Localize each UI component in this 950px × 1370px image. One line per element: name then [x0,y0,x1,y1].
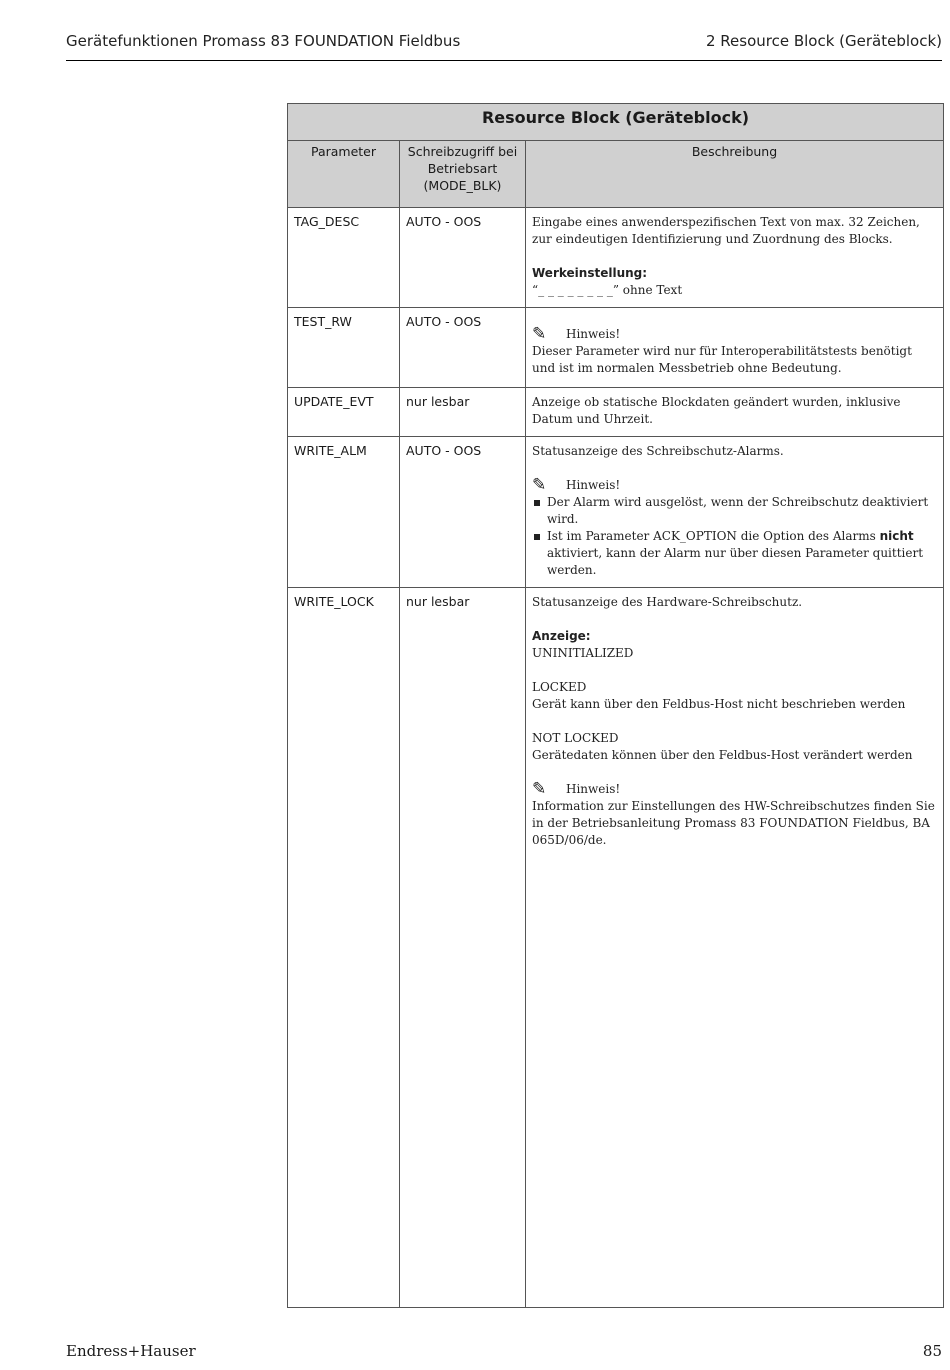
note-heading [532,326,937,343]
param-name: UPDATE_EVT [288,388,400,437]
resource-block-table [287,103,944,1308]
param-description [526,308,944,388]
param-mode: AUTO - OOS [400,208,526,308]
note-label: Hinweis! [566,478,621,492]
note-label: Hinweis! [566,327,621,341]
pencil-icon: ✎ [532,475,547,495]
param-name: WRITE_LOCK [288,588,400,1308]
footer-brand: Endress+Hauser [66,1342,196,1360]
page-header [66,32,942,61]
description-text: Statusanzeige des Schreibschutz-Alarms. [532,444,784,458]
table-row [288,388,944,437]
col-header-mode: Schreibzugriff bei Betriebsart (MODE_BLK) [400,141,526,208]
bullet-text-bold: nicht [879,529,914,543]
col-header-description: Beschreibung [526,141,944,208]
display-option: NOT LOCKED [532,731,619,745]
col-header-parameter: Parameter [288,141,400,208]
note-bullets [532,494,937,579]
param-mode: AUTO - OOS [400,437,526,588]
param-mode: AUTO - OOS [400,308,526,388]
page-number: 85 [922,1342,942,1360]
header-right-section: 2 Resource Block (Geräteblock) [705,32,942,50]
description-text: Statusanzeige des Hardware-Schreibschutz. [532,595,803,609]
table-title: Resource Block (Geräteblock) [288,104,944,141]
header-left-title: Gerätefunktionen Promass 83 FOUNDATION Fieldbus [66,32,461,50]
note-heading [532,781,937,798]
bullet-text-pre: Ist im Parameter ACK_OPTION die Option des Alarms [547,529,880,543]
table-row [288,588,944,1308]
note-label: Hinweis! [566,782,621,796]
param-mode: nur lesbar [400,388,526,437]
list-item [532,528,937,579]
param-mode: nur lesbar [400,588,526,1308]
table-row [288,437,944,588]
default-value: “_ _ _ _ _ _ _ _” ohne Text [532,283,683,297]
display-option: LOCKED [532,680,587,694]
list-item: Der Alarm wird ausgelöst, wenn der Schreibschutz deaktiviert wird. [532,494,937,528]
param-name: TAG_DESC [288,208,400,308]
note-text: Information zur Einstellungen des HW-Schreibschutzes finden Sie in der Betriebsanleitung Promass 83 FOUNDATION Fieldbus, BA 065D/06/de. [532,799,935,847]
default-label: Werkeinstellung: [532,266,648,280]
description-text: Eingabe eines anwenderspezifischen Text von max. 32 Zeichen, zur eindeutigen Identifizierung und Zuordnung des Blocks. [532,215,920,246]
display-option-desc: Gerätedaten können über den Feldbus-Host verändert werden [532,748,913,762]
table-row [288,308,944,388]
display-option: UNINITIALIZED [532,646,634,660]
param-name: WRITE_ALM [288,437,400,588]
description-text: Anzeige ob statische Blockdaten geändert wurden, inklusive Datum und Uhrzeit. [532,395,901,426]
display-label: Anzeige: [532,629,591,643]
param-description [526,437,944,588]
param-description [526,208,944,308]
display-option-desc: Gerät kann über den Feldbus-Host nicht beschrieben werden [532,697,906,711]
table-row [288,208,944,308]
bullet-text-post: aktiviert, kann der Alarm nur über diesen Parameter quittiert werden. [547,546,924,577]
param-description [526,388,944,437]
param-name: TEST_RW [288,308,400,388]
param-description [526,588,944,1308]
pencil-icon: ✎ [532,324,547,344]
pencil-icon: ✎ [532,779,547,799]
note-heading [532,477,937,494]
note-text: Dieser Parameter wird nur für Interoperabilitätstests benötigt und ist im normalen Messbetrieb ohne Bedeutung. [532,344,912,375]
